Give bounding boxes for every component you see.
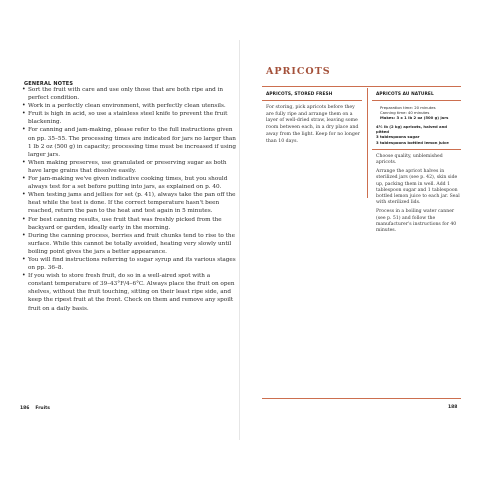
- au-naturel-column: [372, 88, 461, 237]
- note-item: • For canning and jam-making, please refer to the full instructions given on pp. 35–55. The processing times are indicated for jars no larger than 1 lb 2 oz (500 g) in capacity; processing time must be increased if using larger jars.: [22, 126, 236, 158]
- stored-fresh-column: [262, 88, 362, 145]
- left-page-number: 186: [20, 406, 30, 411]
- note-item: • If you wish to store fresh fruit, do so in a well-aired spot with a constant temperature of 39–43°F/4–6°C. Always place the fruit on open shelves, without the fruit touching, sitting on their least ripe side, and keep the ripest fruit at the front. Check on them and remove any spoilt fruit on a daily basis.: [22, 272, 236, 312]
- method-step: Process in a boiling water canner (see p. 51) and follow the manufacturer's instructions for 40 minutes.: [376, 209, 457, 234]
- au-naturel-heading: APRICOTS AU NATUREL: [372, 88, 461, 101]
- method-step: Arrange the apricot halves in sterilized jars (see p. 42), skin side up, packing them in well. Add 1 tablespoon sugar and 1 tablespoon bottled lemon juice to each jar. Seal with sterilized lids.: [376, 169, 460, 206]
- note-item: • For jam-making we've given indicative cooking times, but you should always test for a set before putting into jars, as explained on p. 40.: [22, 175, 236, 191]
- note-item: • For best canning results, use fruit that was freshly picked from the backyard or garden, ideally early in the morning.: [22, 216, 236, 232]
- note-item: • Work in a perfectly clean environment, with perfectly clean utensils.: [22, 102, 236, 110]
- method-step: Choose quality, unblemished apricots.: [376, 153, 443, 166]
- page-title: APRICOTS: [266, 66, 331, 77]
- left-folio: [20, 406, 50, 411]
- note-item: • When making preserves, use granulated or preserving sugar as both have large grains that dissolve easily.: [22, 159, 236, 175]
- general-notes-heading: GENERAL NOTES: [24, 81, 74, 87]
- right-page-number: 188: [448, 405, 458, 410]
- note-item: • Sort the fruit with care and use only those that are both ripe and in perfect condition.: [22, 86, 236, 102]
- recipe-meta: [372, 105, 461, 121]
- column-divider: [367, 88, 368, 198]
- section-name: Fruits: [35, 406, 50, 411]
- note-item: • You will find instructions referring to sugar syrup and its various stages on pp. 36–8.: [22, 256, 236, 272]
- note-item: • Fruit is high in acid, so use a stainless steel knife to prevent the fruit blackening.: [22, 110, 236, 126]
- ingredient: 4½ lb (2 kg) apricots, halved and pitted: [376, 123, 448, 135]
- ingredient: 3 tablespoons sugar: [376, 134, 420, 140]
- stored-fresh-text: For storing, pick apricots before they are fully ripe and arrange them on a layer of well-dried straw, leaving some room between each, in a dry place and away from the light. Keep for no longer than 10 days.: [266, 105, 360, 144]
- note-item: • When testing jams and jellies for set (p. 41), always take the pan off the heat while the test is done. If the correct temperature hasn't been reached, return the pan to the heat and test again in 5 minutes.: [22, 191, 236, 215]
- canning-time: Canning time: 40 minutes: [380, 110, 430, 116]
- general-notes-list: [22, 86, 236, 313]
- ingredients-list: [372, 124, 461, 146]
- prep-time: Preparation time: 20 minutes: [380, 105, 436, 110]
- stored-fresh-heading: APRICOTS, STORED FRESH: [262, 88, 362, 101]
- yield: Makes: 3 x 1 lb 2 oz (500 g) jars: [380, 115, 449, 121]
- ingredients-rule: [372, 149, 461, 150]
- footer-rule: [262, 398, 461, 399]
- ingredient: 3 tablespoons bottled lemon juice: [376, 139, 449, 145]
- note-item: • During the canning process, berries and fruit chunks tend to rise to the surface. While this cannot be totally avoided, heating very slowly until boiling point gives the jars a better appearance.: [22, 232, 236, 256]
- book-spine: [239, 40, 240, 440]
